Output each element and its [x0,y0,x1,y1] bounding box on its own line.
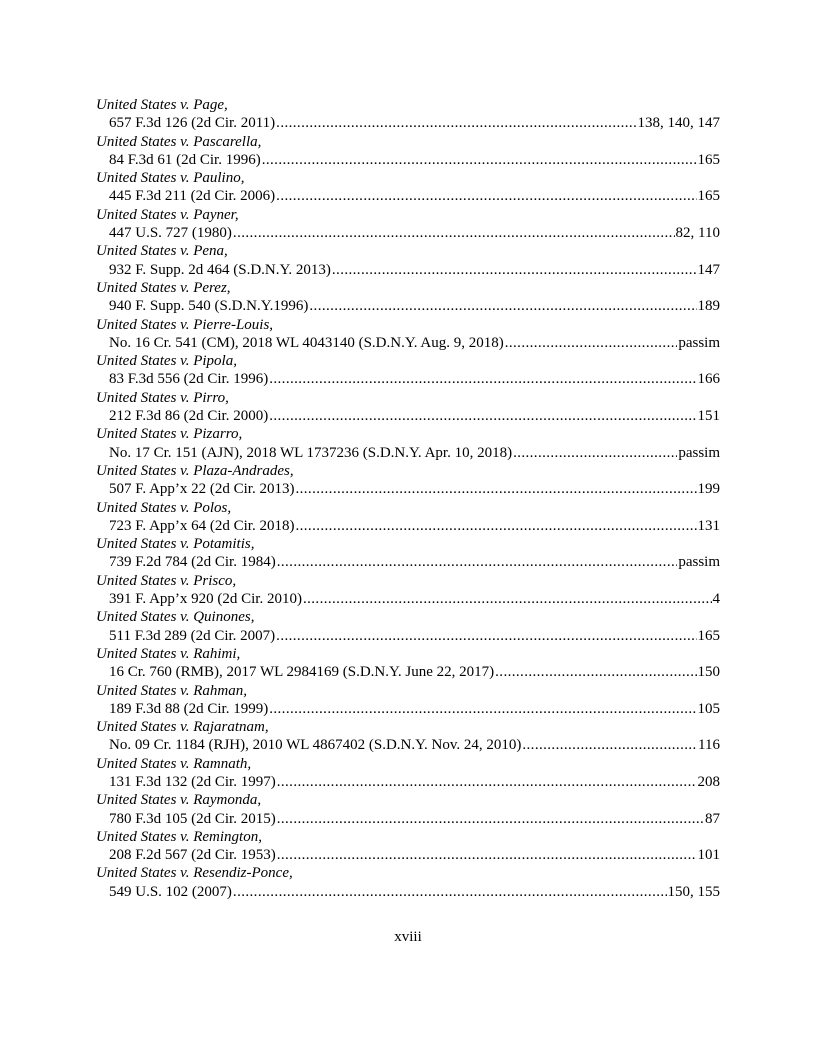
citation-line [96,297,720,315]
authority-entry [96,169,720,206]
citation: 189 F.3d 88 (2d Cir. 1999) [109,700,269,717]
authority-entry [96,828,720,865]
case-name: United States v. Remington, [96,828,262,845]
authority-entry [96,572,720,609]
citation: 940 F. Supp. 540 (S.D.N.Y.1996) [109,298,309,315]
case-name: United States v. Quinones, [96,609,255,626]
citation: No. 16 Cr. 541 (CM), 2018 WL 4043140 (S.D.N.Y. Aug. 9, 2018) [109,334,504,351]
citation: No. 09 Cr. 1184 (RJH), 2010 WL 4867402 (S.D.N.Y. Nov. 24, 2010) [109,737,522,754]
authority-entry [96,96,720,133]
authority-entry [96,389,720,426]
dot-leader [277,846,697,864]
citation: 511 F.3d 289 (2d Cir. 2007) [109,627,276,644]
authority-entry [96,791,720,828]
citation: 549 U.S. 102 (2007) [109,883,232,900]
citation: No. 17 Cr. 151 (AJN), 2018 WL 1737236 (S.D.N.Y. Apr. 10, 2018) [109,444,513,461]
dot-leader [269,407,696,425]
citation: 84 F.3d 61 (2d Cir. 1996) [109,151,261,168]
citation: 780 F.3d 105 (2d Cir. 2015) [109,810,276,827]
case-name: United States v. Pierre-Louis, [96,316,274,333]
citation-line [96,334,720,352]
authority-entry [96,316,720,353]
page-references: 150 [697,664,720,681]
dot-leader [262,151,697,169]
case-name: United States v. Rajaratnam, [96,719,269,736]
citation-line [96,187,720,205]
dot-leader [276,627,696,645]
citation-line [96,261,720,279]
citation: 657 F.3d 126 (2d Cir. 2011) [109,115,276,132]
page-references: 131 [697,517,720,534]
page-references: 165 [697,627,720,644]
page-references: 116 [698,737,720,754]
citation-line [96,663,720,681]
dot-leader [522,736,697,754]
citation-line [96,627,720,645]
case-name: United States v. Pirro, [96,389,229,406]
citation: 723 F. App’x 64 (2d Cir. 2018) [109,517,295,534]
page-references: passim [678,554,720,571]
authority-entry [96,206,720,243]
citation: 131 F.3d 132 (2d Cir. 1997) [109,773,276,790]
citation-line [96,480,720,498]
citation-line [96,151,720,169]
citation: 212 F.3d 86 (2d Cir. 2000) [109,408,269,425]
case-name: United States v. Pena, [96,243,228,260]
dot-leader [276,187,696,205]
citation-line [96,700,720,718]
page-references: 165 [697,151,720,168]
authority-entry [96,425,720,462]
dot-leader [277,773,697,791]
dot-leader [276,114,636,132]
authority-entry [96,535,720,572]
citation: 932 F. Supp. 2d 464 (S.D.N.Y. 2013) [109,261,331,278]
case-name: United States v. Raymonda, [96,792,262,809]
table-of-authorities [96,96,720,901]
dot-leader [295,517,696,535]
dot-leader [277,553,678,571]
citation-line [96,517,720,535]
case-name: United States v. Ramnath, [96,755,252,772]
citation-line [96,114,720,132]
dot-leader [332,261,697,279]
case-name: United States v. Rahman, [96,682,247,699]
authority-entry [96,864,720,901]
dot-leader [269,700,696,718]
citation: 739 F.2d 784 (2d Cir. 1984) [109,554,276,571]
case-name: United States v. Pascarella, [96,133,262,150]
case-name: United States v. Payner, [96,206,239,223]
case-name: United States v. Pizarro, [96,426,243,443]
page-references: 87 [705,810,720,827]
page-references: 4 [712,591,720,608]
authority-entry [96,645,720,682]
page-references: 105 [697,700,720,717]
page-references: 166 [697,371,720,388]
page-references: 165 [697,188,720,205]
case-name: United States v. Potamitis, [96,536,255,553]
page-number: xviii [394,929,422,945]
case-name: United States v. Prisco, [96,572,237,589]
case-name: United States v. Polos, [96,499,232,516]
authority-entry [96,499,720,536]
citation: 447 U.S. 727 (1980) [109,225,232,242]
page-references: 138, 140, 147 [637,115,720,132]
citation-line [96,444,720,462]
case-name: United States v. Paulino, [96,170,245,187]
case-name: United States v. Plaza-Andrades, [96,462,294,479]
authority-entry [96,608,720,645]
authority-entry [96,462,720,499]
case-name: United States v. Pipola, [96,353,237,370]
authority-entry [96,279,720,316]
case-name: United States v. Rahimi, [96,645,241,662]
citation-line [96,736,720,754]
case-name: United States v. Resendiz-Ponce, [96,865,293,882]
citation-line [96,590,720,608]
page-references: 189 [697,298,720,315]
citation-line [96,407,720,425]
dot-leader [495,663,696,681]
citation-line [96,224,720,242]
authority-entry [96,352,720,389]
authority-entry [96,242,720,279]
authority-entry [96,718,720,755]
page-references: 151 [697,408,720,425]
dot-leader [309,297,696,315]
page-references: passim [678,334,720,351]
page-references: 208 [697,773,720,790]
dot-leader [513,444,677,462]
citation-line [96,883,720,901]
citation-line [96,370,720,388]
dot-leader [277,810,704,828]
page-references: 147 [697,261,720,278]
dot-leader [269,370,696,388]
authority-entry [96,133,720,170]
dot-leader [233,883,667,901]
dot-leader [303,590,712,608]
authority-entry [96,682,720,719]
case-name: United States v. Perez, [96,279,231,296]
citation-line [96,773,720,791]
page-references: 150, 155 [667,883,720,900]
citation: 507 F. App’x 22 (2d Cir. 2013) [109,481,295,498]
citation-line [96,846,720,864]
page-references: passim [678,444,720,461]
citation: 83 F.3d 556 (2d Cir. 1996) [109,371,269,388]
citation: 16 Cr. 760 (RMB), 2017 WL 2984169 (S.D.N.Y. June 22, 2017) [109,664,495,681]
citation-line [96,810,720,828]
page-references: 82, 110 [675,225,720,242]
dot-leader [233,224,675,242]
citation-line [96,553,720,571]
case-name: United States v. Page, [96,97,228,113]
citation: 445 F.3d 211 (2d Cir. 2006) [109,188,276,205]
citation: 208 F.2d 567 (2d Cir. 1953) [109,847,276,864]
page-references: 199 [697,481,720,498]
citation: 391 F. App’x 920 (2d Cir. 2010) [109,591,302,608]
dot-leader [295,480,696,498]
page-references: 101 [697,847,720,864]
dot-leader [505,334,678,352]
authority-entry [96,755,720,792]
